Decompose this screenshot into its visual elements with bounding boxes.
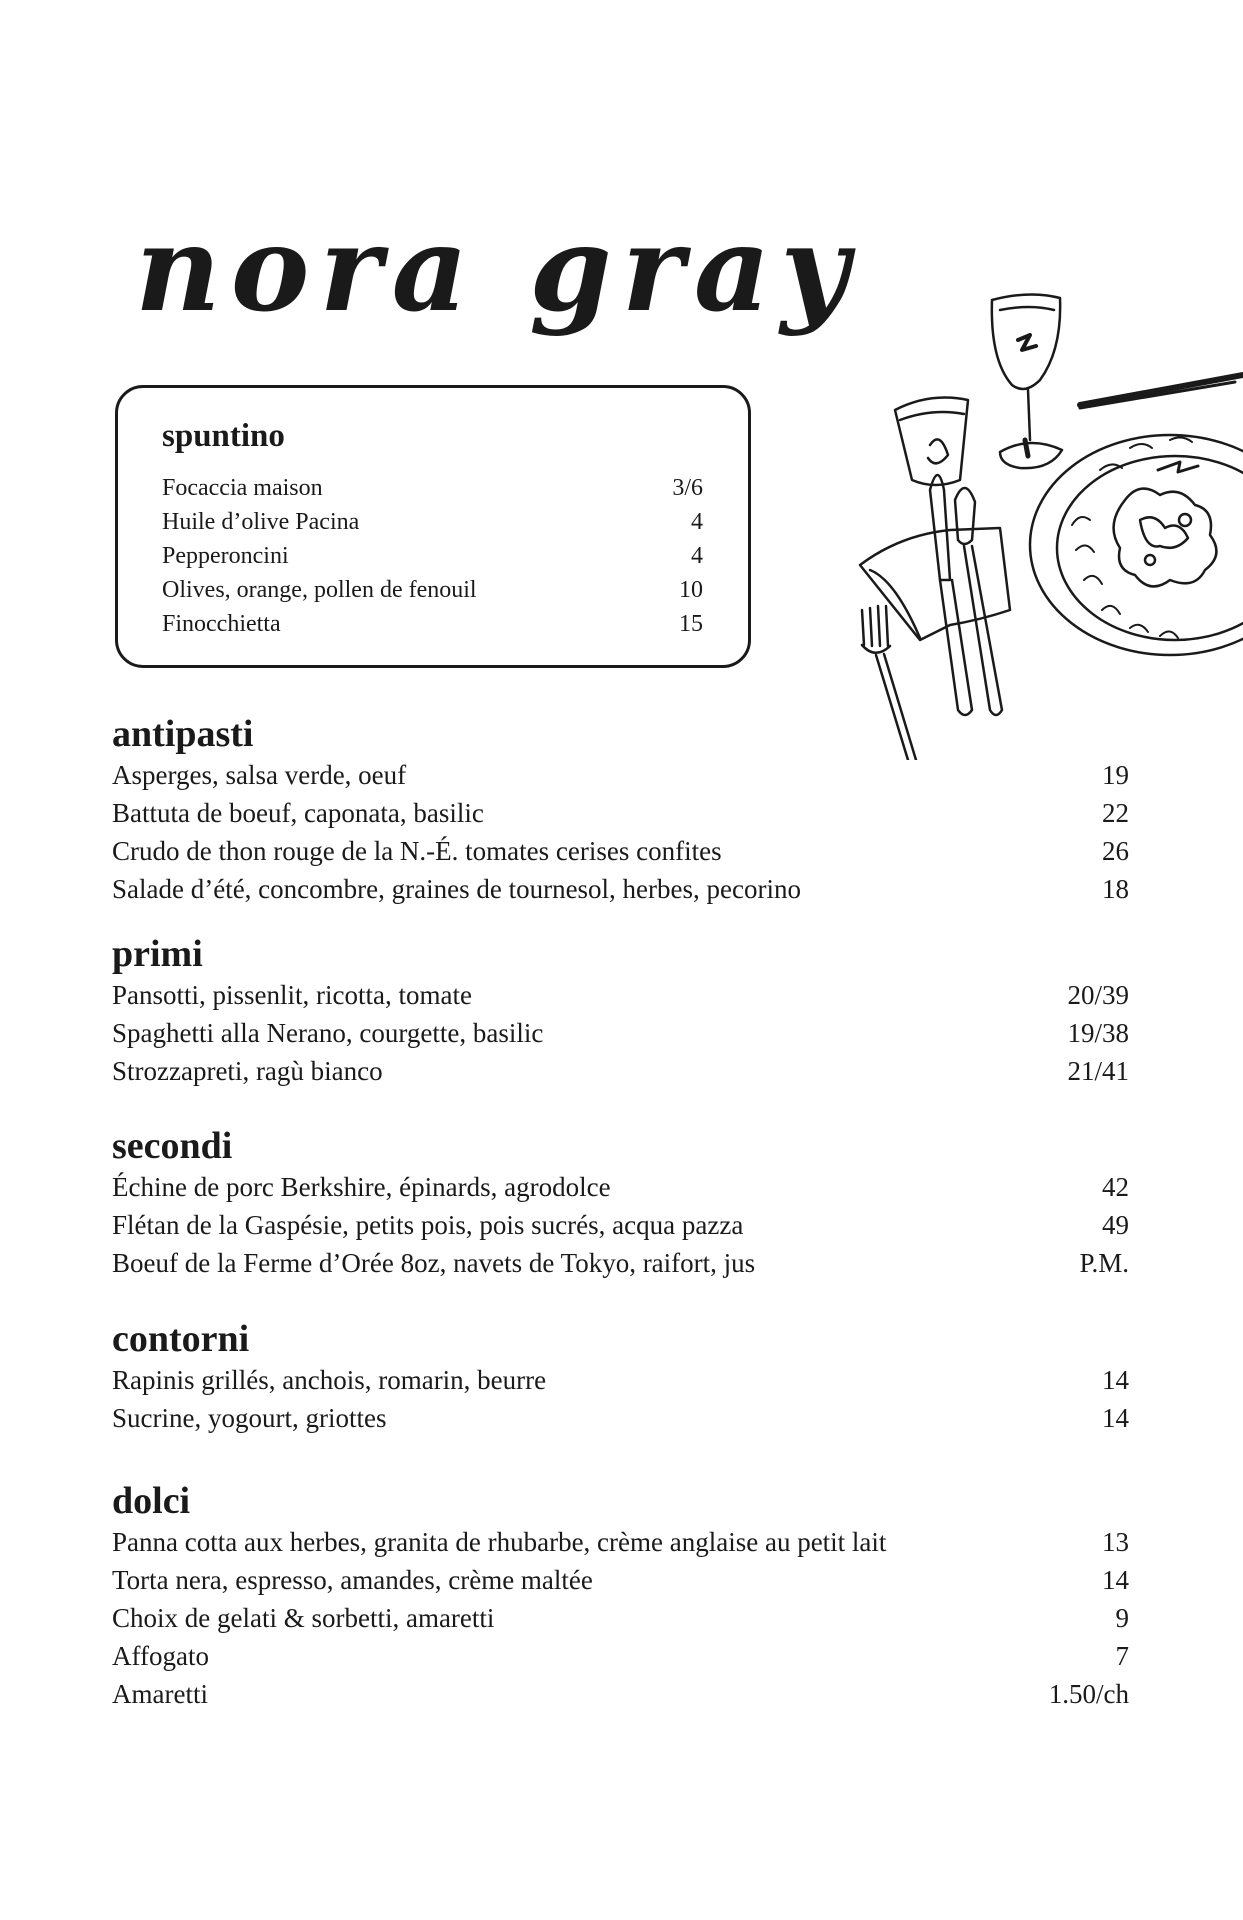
menu-item xyxy=(112,1637,1129,1675)
item-name: Panna cotta aux herbes, granita de rhubarbe, crème anglaise au petit lait xyxy=(112,1527,887,1557)
menu-item xyxy=(112,1523,1129,1561)
section-contorni xyxy=(112,1317,1129,1437)
item-price: 9 xyxy=(1115,1603,1129,1633)
item-name: Pansotti, pissenlit, ricotta, tomate xyxy=(112,980,472,1010)
item-name: Sucrine, yogourt, griottes xyxy=(112,1403,387,1433)
spuntino-list xyxy=(162,471,703,641)
item-name: Salade d’été, concombre, graines de tournesol, herbes, pecorino xyxy=(112,874,801,904)
section-title-antipasti: antipasti xyxy=(112,713,254,755)
item-price: 19/38 xyxy=(1067,1018,1129,1048)
item-name: Battuta de boeuf, caponata, basilic xyxy=(112,798,484,828)
section-title-spuntino: spuntino xyxy=(162,418,285,454)
section-dolci xyxy=(112,1479,1129,1713)
section-title-dolci: dolci xyxy=(112,1480,191,1522)
section-title-primi: primi xyxy=(112,933,203,975)
item-price: 15 xyxy=(679,611,703,637)
item-price: 13 xyxy=(1102,1527,1129,1557)
item-price: 10 xyxy=(679,577,703,603)
item-price: 42 xyxy=(1102,1172,1129,1202)
item-name: Rapinis grillés, anchois, romarin, beurre xyxy=(112,1365,547,1395)
menu-item xyxy=(112,794,1129,832)
item-price: 14 xyxy=(1102,1565,1129,1595)
item-price: 18 xyxy=(1102,874,1129,904)
item-name: Crudo de thon rouge de la N.-É. tomates cerises confites xyxy=(112,836,722,866)
item-price: 49 xyxy=(1102,1210,1129,1240)
spuntino-box xyxy=(115,385,751,668)
menu-item xyxy=(112,1168,1129,1206)
item-price: 19 xyxy=(1102,760,1129,790)
item-price: 26 xyxy=(1102,836,1129,866)
item-price: 4 xyxy=(691,543,703,569)
menu-item xyxy=(112,1244,1129,1282)
section-primi xyxy=(112,932,1129,1090)
section-antipasti xyxy=(112,712,1129,908)
item-price: 21/41 xyxy=(1067,1056,1129,1086)
item-name: Strozzapreti, ragù bianco xyxy=(112,1056,383,1086)
item-price: 4 xyxy=(691,509,703,535)
item-name: Boeuf de la Ferme d’Orée 8oz, navets de Tokyo, raifort, jus xyxy=(112,1248,756,1278)
item-price: 20/39 xyxy=(1067,980,1129,1010)
item-name: Torta nera, espresso, amandes, crème maltée xyxy=(112,1565,593,1595)
menu-item xyxy=(112,832,1129,870)
section-title-secondi: secondi xyxy=(112,1125,233,1167)
item-name: Pepperoncini xyxy=(162,543,289,569)
item-price: 1.50/ch xyxy=(1048,1679,1129,1709)
item-name: Échine de porc Berkshire, épinards, agrodolce xyxy=(112,1172,611,1202)
menu-item xyxy=(112,1361,1129,1399)
menu-item xyxy=(162,539,703,573)
menu-item xyxy=(112,1675,1129,1713)
item-name: Flétan de la Gaspésie, petits pois, pois sucrés, acqua pazza xyxy=(112,1210,744,1240)
item-name: Amaretti xyxy=(112,1679,208,1709)
section-title-contorni: contorni xyxy=(112,1318,250,1360)
item-name: Choix de gelati & sorbetti, amaretti xyxy=(112,1603,495,1633)
section-secondi xyxy=(112,1124,1129,1282)
item-name: Huile d’olive Pacina xyxy=(162,509,360,535)
menu-item xyxy=(112,1052,1129,1090)
item-price: 7 xyxy=(1115,1641,1129,1671)
item-name: Olives, orange, pollen de fenouil xyxy=(162,577,477,603)
item-name: Finocchietta xyxy=(162,611,281,637)
restaurant-logo: nora gray xyxy=(135,199,859,338)
menu-item xyxy=(112,1206,1129,1244)
item-name: Asperges, salsa verde, oeuf xyxy=(112,760,407,790)
item-name: Focaccia maison xyxy=(162,475,323,501)
item-name: Spaghetti alla Nerano, courgette, basilic xyxy=(112,1018,544,1048)
item-price: 22 xyxy=(1102,798,1129,828)
menu-item xyxy=(162,573,703,607)
item-price: 14 xyxy=(1102,1365,1129,1395)
menu-item xyxy=(112,1561,1129,1599)
menu-item xyxy=(112,1599,1129,1637)
item-name: Affogato xyxy=(112,1641,209,1671)
menu-item xyxy=(112,870,1129,908)
menu-item xyxy=(112,976,1129,1014)
menu-item xyxy=(112,1399,1129,1437)
item-price: P.M. xyxy=(1079,1248,1129,1278)
menu-item xyxy=(162,505,703,539)
menu-item xyxy=(112,756,1129,794)
item-price: 14 xyxy=(1102,1403,1129,1433)
item-price: 3/6 xyxy=(672,475,703,501)
table-setting-illustration xyxy=(840,280,1243,760)
menu-item xyxy=(112,1014,1129,1052)
menu-item xyxy=(162,471,703,505)
menu-item xyxy=(162,607,703,641)
